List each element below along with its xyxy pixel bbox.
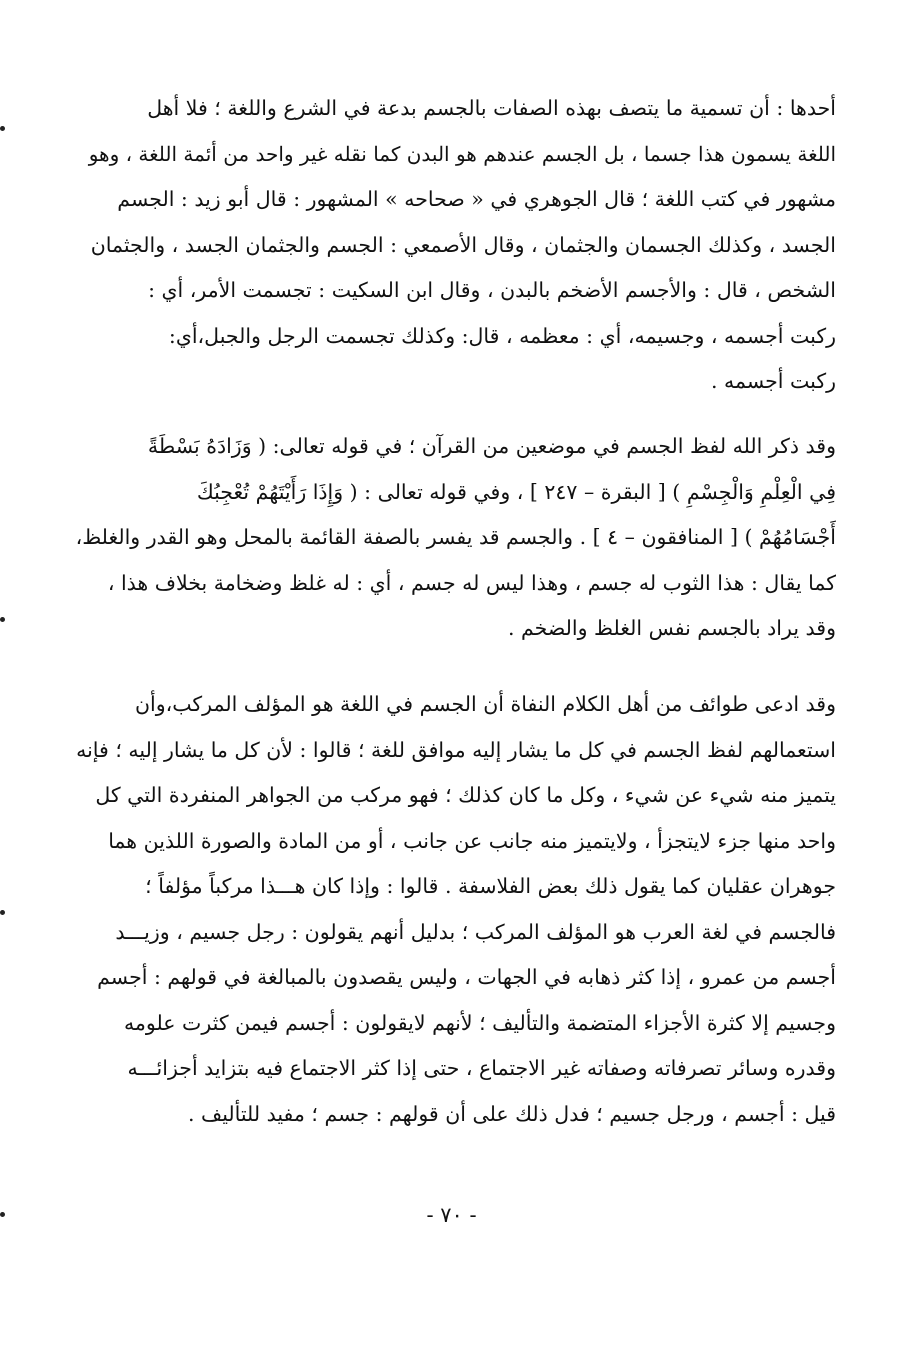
text-line: وقد ادعى طوائف من أهل الكلام النفاة أن الجسم في اللغة هو المؤلف المركب،وأن (135, 692, 836, 716)
scan-margin-mark (0, 126, 5, 131)
text-line: قيل : أجسم ، ورجل جسيم ؛ فدل ذلك على أن قولهم : جسم ؛ مفيد للتأليف . (187, 1101, 836, 1126)
scan-margin-mark (0, 910, 5, 915)
text-line: مشهور في كتب اللغة ؛ قال الجوهري في « صحاحه » المشهور : قال أبو زيد : الجسم (117, 187, 836, 211)
text-line: اللغة يسمون هذا جسما ، بل الجسم عندهم هو البدن كما نقله غير واحد من أئمة اللغة ، وهو (88, 141, 836, 166)
text-line: جوهران عقليان كما يقول ذلك بعض الفلاسفة . قالوا : وإذا كان هـــذا مركباً مؤلفاً ؛ (145, 874, 836, 898)
text-line: الجسد ، وكذلك الجسمان والجثمان ، وقال الأصمعي : الجسم والجثمان الجسد ، والجثمان (90, 232, 836, 257)
text-line: ركبت أجسمه . (710, 369, 836, 393)
text-line: وقدره وسائر تصرفاته وصفاته غير الاجتماع ، حتى إذا كثر الاجتماع فيه بتزايد أجزائـــه (127, 1056, 836, 1080)
text-line: وقد يراد بالجسم نفس الغلظ والضخم . (507, 616, 836, 640)
text-line: أحدها : أن تسمية ما يتصف بهذه الصفات بالجسم بدعة في الشرع واللغة ؛ فلا أهل (147, 96, 836, 120)
text-line: واحد منها جزء لايتجزأ ، ولايتميز منه جانب عن جانب ، أو من المادة والصورة اللذين هما (108, 828, 836, 853)
text-line: كما يقال : هذا الثوب له جسم ، وهذا ليس له جسم ، أي : له غلظ وضخامة بخلاف هذا ، (107, 570, 836, 595)
text-line: يتميز منه شيء عن شيء ، وكل ما كان كذلك ؛ فهو مركب من الجواهر المنفردة التي كل (95, 783, 836, 807)
text-line: أجسم من عمرو ، إذا كثر ذهابه في الجهات ، وليس يقصدون بالمبالغة في قولهم : أجسم (97, 965, 836, 989)
text-line: فالجسم في لغة العرب هو المؤلف المركب ؛ بدليل أنهم يقولون : رجل جسيم ، وزيـــد (115, 919, 836, 944)
text-line: الشخص ، قال : والأجسم الأضخم بالبدن ، وقال ابن السكيت : تجسمت الأمر، أي : (148, 278, 836, 302)
paragraph-3 (74, 682, 836, 1137)
scan-margin-mark (0, 617, 5, 622)
text-line: استعمالهم لفظ الجسم في كل ما يشار إليه موافق للغة ؛ قالوا : لأن كل ما يشار إليه ؛ فإنه (76, 737, 836, 762)
text-line: وقد ذكر الله لفظ الجسم في موضعين من القرآن ؛ في قوله تعالى: ( وَزَادَهُ بَسْطَةً (147, 434, 836, 458)
text-line: ركبت أجسمه ، وجسيمه، أي : معظمه ، قال: وكذلك تجسمت الرجل والجبل،أي: (168, 323, 836, 348)
text-line: وجسيم إلا كثرة الأجزاء المتضمة والتأليف ؛ لأنهم لايقولون : أجسم فيمن كثرت علومه (123, 1010, 836, 1035)
text-line: فِي الْعِلْمِ وَالْجِسْمِ ) [ البقرة – ٢٤٧ ] ، وفي قوله تعالى : ( وَإِذَا رَأَيْتَهُمْ تُعْجِبُكَ (196, 479, 836, 504)
paragraph-1 (74, 86, 836, 405)
text-line: أَجْسَامُهُمْ ) [ المنافقون – ٤ ] . والجسم قد يفسر بالصفة القائمة بالمحل وهو القدر والغلظ، (75, 525, 836, 549)
page-number: - ٧٠ - (426, 1203, 477, 1227)
paragraph-2 (74, 424, 836, 652)
